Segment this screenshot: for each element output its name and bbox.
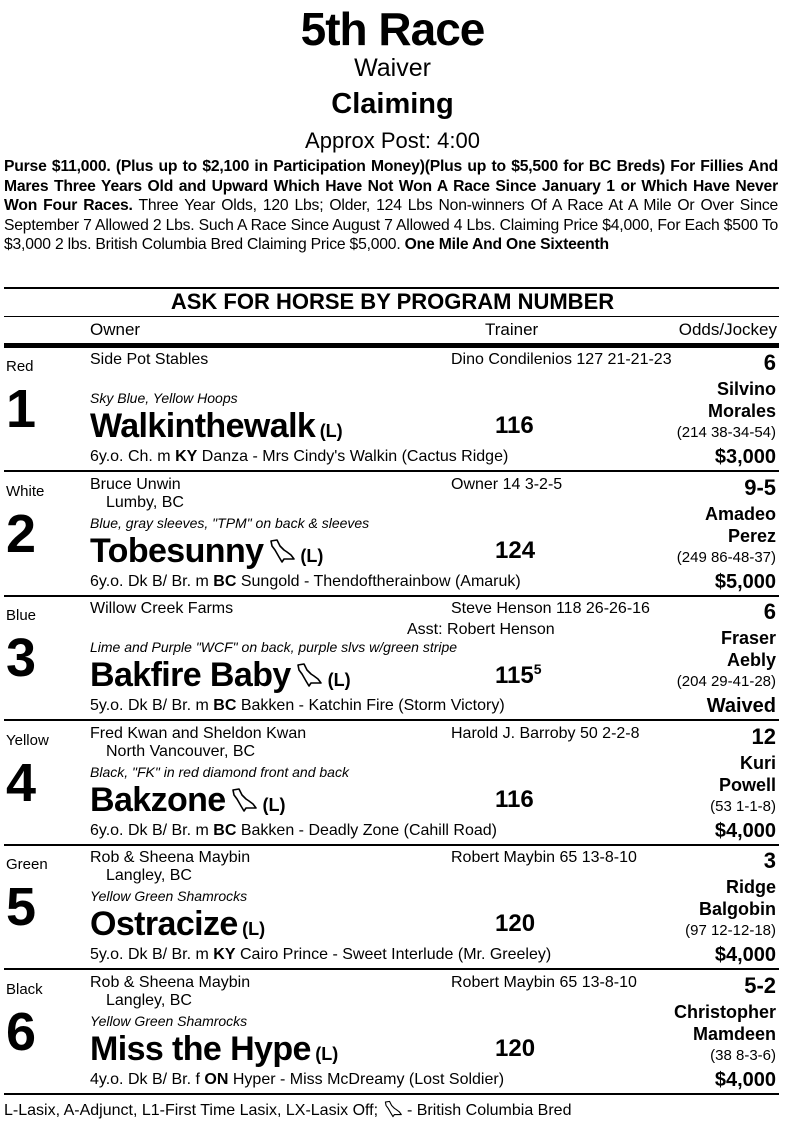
jockey-last-name: Mamdeen bbox=[692, 1024, 776, 1044]
column-trainer: Trainer bbox=[485, 320, 539, 339]
legend bbox=[4, 1100, 571, 1120]
saddle-color: Green bbox=[6, 856, 48, 873]
jockey-last-name: Perez bbox=[727, 526, 776, 546]
jockey-first-name: Christopher bbox=[673, 1002, 776, 1022]
divider bbox=[4, 844, 779, 846]
pedigree bbox=[90, 573, 521, 591]
sire-dam: Sungold - Thendoftherainbow (Amaruk) bbox=[240, 573, 521, 590]
weight bbox=[495, 910, 535, 938]
owner-location: Langley, BC bbox=[106, 867, 192, 884]
jockey-record: (38 8-3-6) bbox=[710, 1047, 776, 1064]
pedigree bbox=[90, 822, 497, 840]
race-type: Claiming bbox=[331, 88, 454, 120]
jockey-first-name: Ridge bbox=[725, 877, 776, 897]
pedigree bbox=[90, 697, 505, 715]
column-odds-jockey: Odds/Jockey bbox=[678, 320, 777, 339]
horse-name: Ostracize bbox=[90, 905, 238, 943]
silks-description: Black, "FK" in red diamond front and back bbox=[90, 764, 349, 780]
conditions-purse: Purse $11,000. (Plus up to $2,100 in Participation Money)(Plus up to $5,500 for BC Breds) For Fillies And Mares Three Years Old and Upward Which Have Not Won A Race Since January 1 or Which Have Never Won Four Races. bbox=[4, 158, 778, 214]
owner: Rob & Sheena Maybin bbox=[90, 974, 251, 991]
divider bbox=[4, 1093, 779, 1095]
saddle-color: White bbox=[6, 483, 45, 500]
trainer: Robert Maybin 65 13-8-10 bbox=[451, 974, 637, 991]
owner: Rob & Sheena Maybin bbox=[90, 849, 251, 866]
breeding-state: ON bbox=[204, 1071, 229, 1088]
silks-description: Yellow Green Shamrocks bbox=[90, 1013, 248, 1029]
pedigree bbox=[90, 448, 508, 466]
claiming-price: $4,000 bbox=[714, 1069, 776, 1091]
jockey-last-name: Aebly bbox=[726, 650, 776, 670]
legend-text: L-Lasix, A-Adjunct, L1-First Time Lasix, LX-Lasix Off; bbox=[4, 1102, 379, 1119]
jockey-last-name: Balgobin bbox=[699, 899, 776, 919]
jockey-record: (97 12-12-18) bbox=[685, 922, 776, 939]
age-sex: 6y.o. Dk B/ Br. m bbox=[90, 822, 209, 839]
age-sex: 5y.o. Dk B/ Br. m bbox=[90, 697, 209, 714]
trainer: Owner 14 3-2-5 bbox=[451, 476, 563, 493]
weight-allowance: 5 bbox=[533, 661, 542, 677]
legend-bc: - British Columbia Bred bbox=[406, 1102, 572, 1119]
weight bbox=[495, 412, 534, 440]
silks-description: Lime and Purple "WCF" on back, purple slvs w/green stripe bbox=[90, 639, 458, 655]
horse-name: Tobesunny bbox=[90, 532, 264, 570]
horse-line bbox=[90, 532, 323, 570]
medication: (L) bbox=[262, 795, 286, 815]
owner-location: North Vancouver, BC bbox=[106, 743, 256, 760]
claiming-price: $3,000 bbox=[714, 446, 776, 468]
age-sex: 6y.o. Ch. m bbox=[90, 448, 171, 465]
breeding-state: KY bbox=[175, 448, 198, 465]
morning-line-odds: 6 bbox=[763, 350, 776, 375]
weight bbox=[495, 1035, 535, 1063]
weight bbox=[495, 537, 535, 565]
morning-line-odds: 12 bbox=[751, 724, 776, 749]
program-number: 3 bbox=[6, 628, 37, 688]
silks-description: Blue, gray sleeves, "TPM" on back & sleeves bbox=[90, 515, 370, 531]
owner: Fred Kwan and Sheldon Kwan bbox=[90, 725, 307, 742]
silks-description: Yellow Green Shamrocks bbox=[90, 888, 248, 904]
program-number: 1 bbox=[6, 379, 37, 439]
program-number: 6 bbox=[6, 1002, 37, 1062]
silks-description: Sky Blue, Yellow Hoops bbox=[90, 390, 238, 406]
weight-value: 115 bbox=[495, 662, 534, 689]
jockey-first-name: Amadeo bbox=[704, 504, 776, 524]
post-time: Approx Post: 4:00 bbox=[305, 128, 480, 153]
horse-name: Bakzone bbox=[90, 781, 226, 819]
pedigree bbox=[90, 1071, 504, 1089]
weight-value: 120 bbox=[495, 1035, 536, 1062]
divider bbox=[4, 470, 779, 472]
jockey-record: (204 29-41-28) bbox=[676, 673, 776, 690]
pedigree bbox=[90, 946, 551, 964]
program-number: 2 bbox=[6, 504, 37, 564]
bc-bred-icon bbox=[230, 787, 258, 813]
waiver-label: Waiver bbox=[354, 54, 431, 82]
divider bbox=[4, 719, 779, 721]
bc-bred-icon bbox=[383, 1100, 403, 1118]
horse-line bbox=[90, 656, 351, 694]
horse-name: Miss the Hype bbox=[90, 1030, 311, 1068]
breeding-state: BC bbox=[213, 573, 237, 590]
horse-line bbox=[90, 407, 343, 445]
claiming-price: Waived bbox=[706, 695, 776, 717]
trainer: Harold J. Barroby 50 2-2-8 bbox=[451, 725, 640, 742]
jockey-first-name: Fraser bbox=[720, 628, 776, 648]
age-sex: 5y.o. Dk B/ Br. m bbox=[90, 946, 209, 963]
sire-dam: Bakken - Deadly Zone (Cahill Road) bbox=[240, 822, 497, 839]
divider bbox=[4, 343, 779, 348]
weight-value: 124 bbox=[495, 537, 536, 564]
trainer: Dino Condilenios 127 21-21-23 bbox=[451, 351, 672, 368]
sire-dam: Hyper - Miss McDreamy (Lost Soldier) bbox=[232, 1071, 505, 1088]
horse-line bbox=[90, 905, 265, 943]
owner: Bruce Unwin bbox=[90, 476, 181, 493]
program-number: 4 bbox=[6, 753, 37, 813]
morning-line-odds: 3 bbox=[763, 848, 776, 873]
weight-value: 116 bbox=[495, 786, 534, 813]
jockey-first-name: Kuri bbox=[740, 753, 776, 773]
jockey-record: (53 1-1-8) bbox=[710, 798, 776, 815]
conditions-weights: Three Year Olds, 120 Lbs; Older, 124 Lbs Non-winners Of A Race At A Mile Or Over Since September 7 Allowed 2 Lbs. Such A Race Since August 7 Allowed 4 Lbs. Claiming Price $4,000, For Each $500 To $3,000 2 lbs. British Columbia Bred Claiming Price $5,000. bbox=[4, 197, 779, 253]
claiming-price: $5,000 bbox=[714, 571, 776, 593]
claiming-price: $4,000 bbox=[714, 820, 776, 842]
medication: (L) bbox=[327, 670, 351, 690]
claiming-price: $4,000 bbox=[714, 944, 776, 966]
bc-bred-icon bbox=[268, 538, 296, 564]
column-owner: Owner bbox=[90, 320, 141, 339]
assistant-trainer: Asst: Robert Henson bbox=[407, 621, 555, 638]
owner-location: Langley, BC bbox=[106, 992, 192, 1009]
saddle-color: Black bbox=[6, 981, 43, 998]
program-banner: ASK FOR HORSE BY PROGRAM NUMBER bbox=[170, 289, 615, 314]
jockey-last-name: Morales bbox=[707, 401, 776, 421]
medication: (L) bbox=[242, 919, 266, 939]
race-distance: One Mile And One Sixteenth bbox=[404, 236, 609, 253]
medication: (L) bbox=[300, 546, 324, 566]
age-sex: 6y.o. Dk B/ Br. m bbox=[90, 573, 209, 590]
medication: (L) bbox=[319, 421, 343, 441]
race-conditions bbox=[4, 157, 778, 255]
jockey-first-name: Silvino bbox=[716, 379, 776, 399]
divider bbox=[4, 595, 779, 597]
owner: Willow Creek Farms bbox=[90, 600, 234, 617]
sire-dam: Cairo Prince - Sweet Interlude (Mr. Greeley) bbox=[239, 946, 552, 963]
breeding-state: BC bbox=[213, 697, 237, 714]
race-title: 5th Race bbox=[300, 3, 485, 55]
horse-name: Walkinthewalk bbox=[90, 407, 316, 445]
weight-value: 116 bbox=[495, 412, 534, 439]
weight-value: 120 bbox=[495, 910, 536, 937]
sire-dam: Danza - Mrs Cindy's Walkin (Cactus Ridge) bbox=[201, 448, 509, 465]
divider bbox=[4, 316, 779, 317]
weight bbox=[495, 786, 534, 814]
owner-location: Lumby, BC bbox=[106, 494, 184, 511]
trainer: Steve Henson 118 26-26-16 bbox=[451, 600, 650, 617]
medication: (L) bbox=[315, 1044, 339, 1064]
morning-line-odds: 9-5 bbox=[744, 475, 776, 500]
horse-line bbox=[90, 1030, 338, 1068]
breeding-state: BC bbox=[213, 822, 237, 839]
saddle-color: Yellow bbox=[6, 732, 49, 749]
sire-dam: Bakken - Katchin Fire (Storm Victory) bbox=[240, 697, 505, 714]
horse-line bbox=[90, 781, 286, 819]
age-sex: 4y.o. Dk B/ Br. f bbox=[90, 1071, 200, 1088]
jockey-record: (249 86-48-37) bbox=[676, 549, 776, 566]
morning-line-odds: 5-2 bbox=[744, 973, 776, 998]
saddle-color: Red bbox=[6, 358, 34, 375]
weight bbox=[495, 661, 542, 690]
saddle-color: Blue bbox=[6, 607, 37, 624]
owner: Side Pot Stables bbox=[90, 351, 209, 368]
breeding-state: KY bbox=[213, 946, 236, 963]
bc-bred-icon bbox=[295, 662, 323, 688]
divider bbox=[4, 968, 779, 970]
program-number: 5 bbox=[6, 877, 37, 937]
jockey-record: (214 38-34-54) bbox=[676, 424, 776, 441]
morning-line-odds: 6 bbox=[763, 599, 776, 624]
trainer: Robert Maybin 65 13-8-10 bbox=[451, 849, 637, 866]
jockey-last-name: Powell bbox=[718, 775, 776, 795]
horse-name: Bakfire Baby bbox=[90, 656, 291, 694]
